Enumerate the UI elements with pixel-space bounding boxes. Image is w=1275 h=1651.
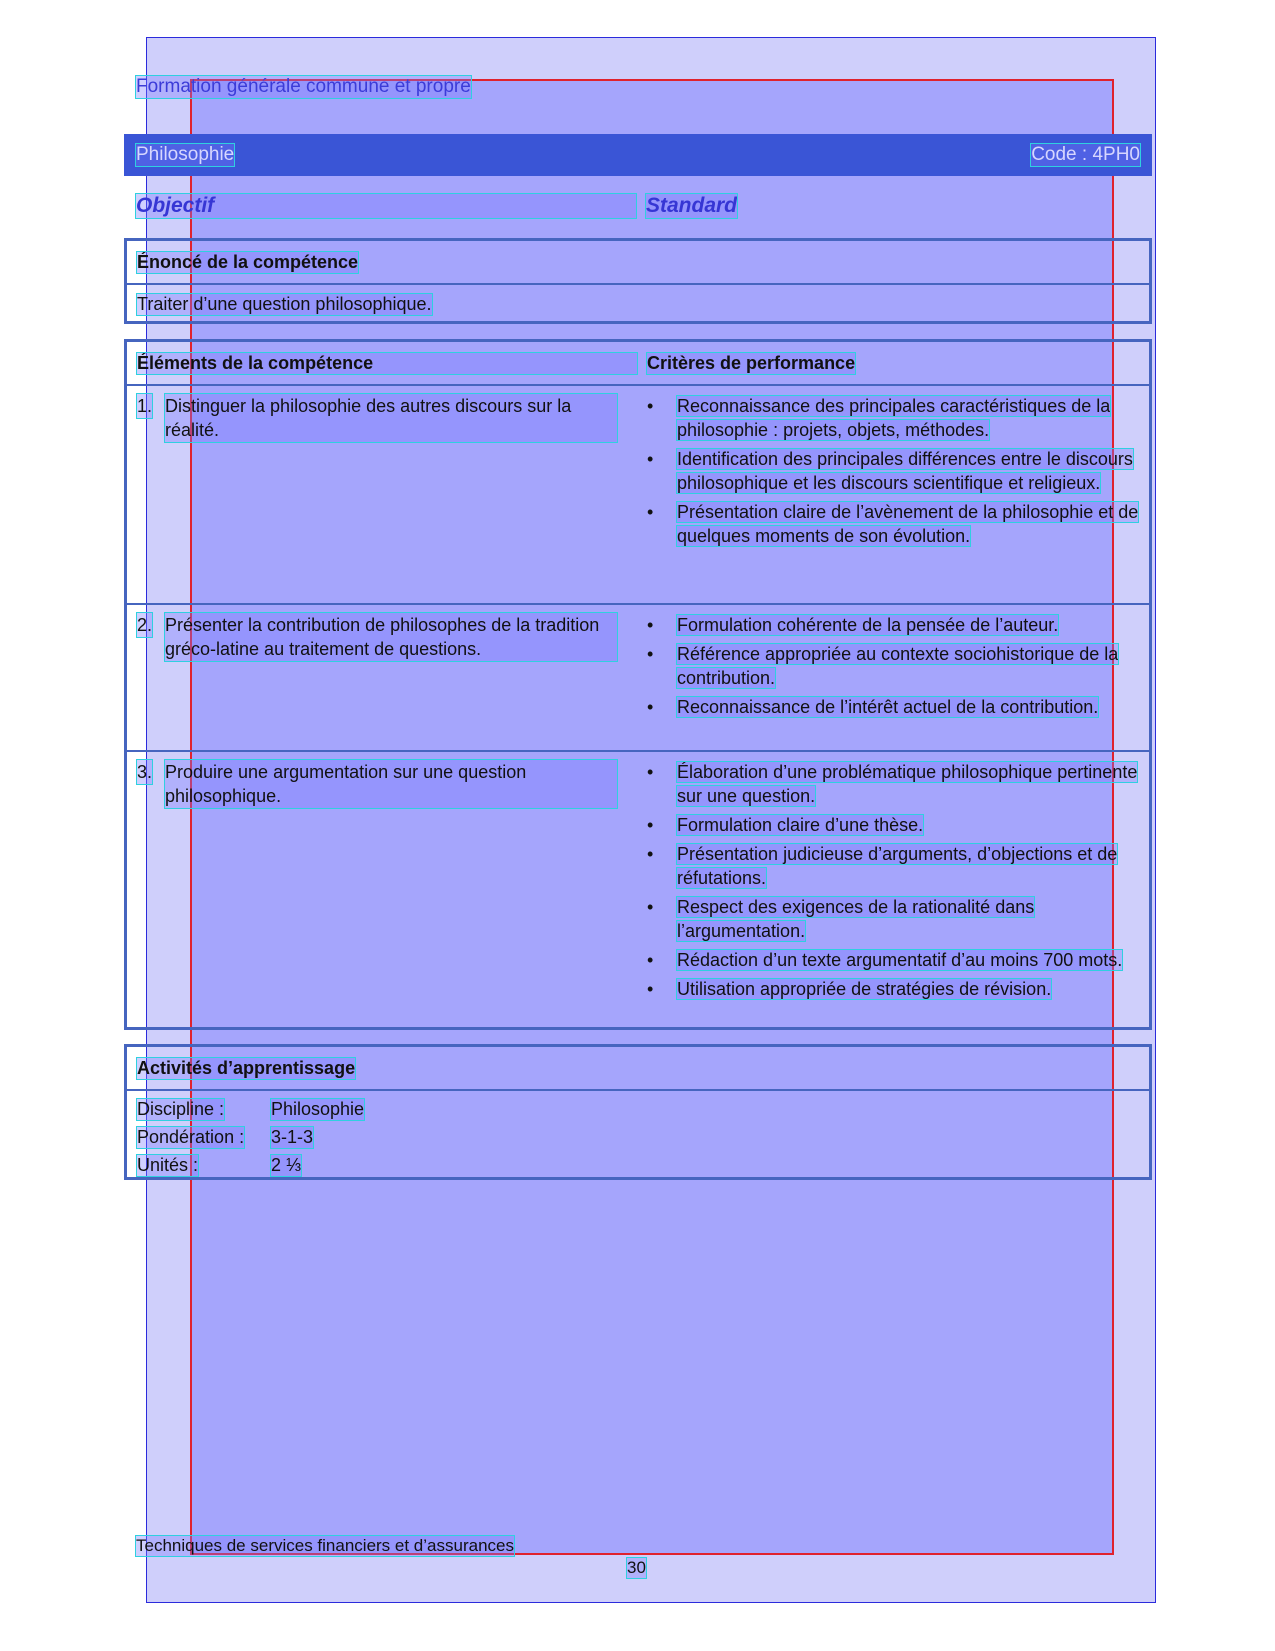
activites-header [127,1047,1149,1091]
element-row-1 [127,386,1149,605]
criterion-item [647,895,1142,943]
enonce-box [124,238,1152,324]
bullet-icon: • [647,502,654,522]
bullet-icon: • [647,979,654,999]
criteria-cell [647,760,1142,1006]
objectif-label: Objectif [136,194,636,218]
criterion-text: Présentation judicieuse d’arguments, d’objections et de réfutations. [677,844,1118,888]
element-cell [137,394,617,442]
criterion-item [647,642,1142,690]
criteria-cell [647,613,1142,724]
unites-value: 2 ⅓ [271,1155,302,1175]
criterion-item [647,695,1142,719]
criterion-item [647,613,1142,637]
criterion-text: Reconnaissance des principales caractéristiques de la philosophie : projets, objets, méthodes. [677,396,1111,440]
document-title: Formation générale commune et propre [136,76,471,97]
discipline-value: Philosophie [271,1099,365,1119]
criterion-text: Identification des principales différences entre le discours philosophique et les discours scientifique et religieux. [677,449,1133,493]
element-text: Produire une argumentation sur une question philosophique. [165,760,617,808]
page-number: 30 [627,1558,646,1577]
criterion-item [647,948,1142,972]
bullet-icon: • [647,396,654,416]
elements-heading: Éléments de la compétence [137,353,637,374]
bullet-icon: • [647,449,654,469]
enonce-body [127,285,1149,321]
bullet-icon: • [647,844,654,864]
criteres-heading: Critères de performance [647,353,856,373]
course-code: Code : 4PH0 [1031,144,1140,165]
bullet-icon: • [647,815,654,835]
criterion-item [647,842,1142,890]
criterion-text: Formulation claire d’une thèse. [677,815,924,835]
ponderation-label: Pondération : [137,1127,245,1147]
criterion-item [647,447,1142,495]
ponderation-value: 3-1-3 [271,1127,314,1147]
unites-label: Unités : [137,1155,199,1175]
criterion-text: Formulation cohérente de la pensée de l’auteur. [677,615,1059,635]
criterion-text: Présentation claire de l’avènement de la philosophie et de quelques moments de son évolution. [677,502,1139,546]
course-discipline: Philosophie [136,144,235,165]
enonce-text: Traiter d’une question philosophique. [137,294,432,314]
element-text: Distinguer la philosophie des autres discours sur la réalité. [165,394,617,442]
criterion-item [647,813,1142,837]
element-number: 3. [137,762,153,782]
footer-program: Techniques de services financiers et d’assurances [136,1536,514,1555]
bullet-icon: • [647,762,654,782]
element-cell [137,613,617,661]
bullet-icon: • [647,697,654,717]
criterion-item [647,760,1142,808]
activites-box [124,1044,1152,1180]
enonce-heading: Énoncé de la compétence [137,252,359,272]
element-text: Présenter la contribution de philosophes de la tradition gréco-latine au traitement de questions. [165,613,617,661]
criterion-item [647,500,1142,548]
enonce-header [127,241,1149,285]
criterion-text: Rédaction d’un texte argumentatif d’au moins 700 mots. [677,950,1123,970]
elements-header [127,342,1149,386]
criterion-text: Élaboration d’une problématique philosophique pertinente sur une question. [677,762,1138,806]
discipline-label: Discipline : [137,1099,225,1119]
criteria-cell [647,394,1142,553]
criterion-text: Reconnaissance de l’intérêt actuel de la contribution. [677,697,1099,717]
element-number: 2. [137,615,153,635]
criterion-text: Respect des exigences de la rationalité dans l’argumentation. [677,897,1035,941]
element-row-2 [127,605,1149,752]
element-number: 1. [137,396,153,416]
bullet-icon: • [647,950,654,970]
criterion-text: Utilisation appropriée de stratégies de révision. [677,979,1052,999]
element-cell [137,760,617,808]
criterion-item [647,977,1142,1001]
activites-heading: Activités d’apprentissage [137,1058,356,1078]
criterion-text: Référence appropriée au contexte sociohistorique de la contribution. [677,644,1119,688]
course-band [124,134,1152,176]
bullet-icon: • [647,615,654,635]
criterion-item [647,394,1142,442]
standard-label: Standard [646,194,738,217]
element-row-3 [127,752,1149,1030]
bullet-icon: • [647,897,654,917]
bullet-icon: • [647,644,654,664]
elements-box [124,339,1152,1030]
